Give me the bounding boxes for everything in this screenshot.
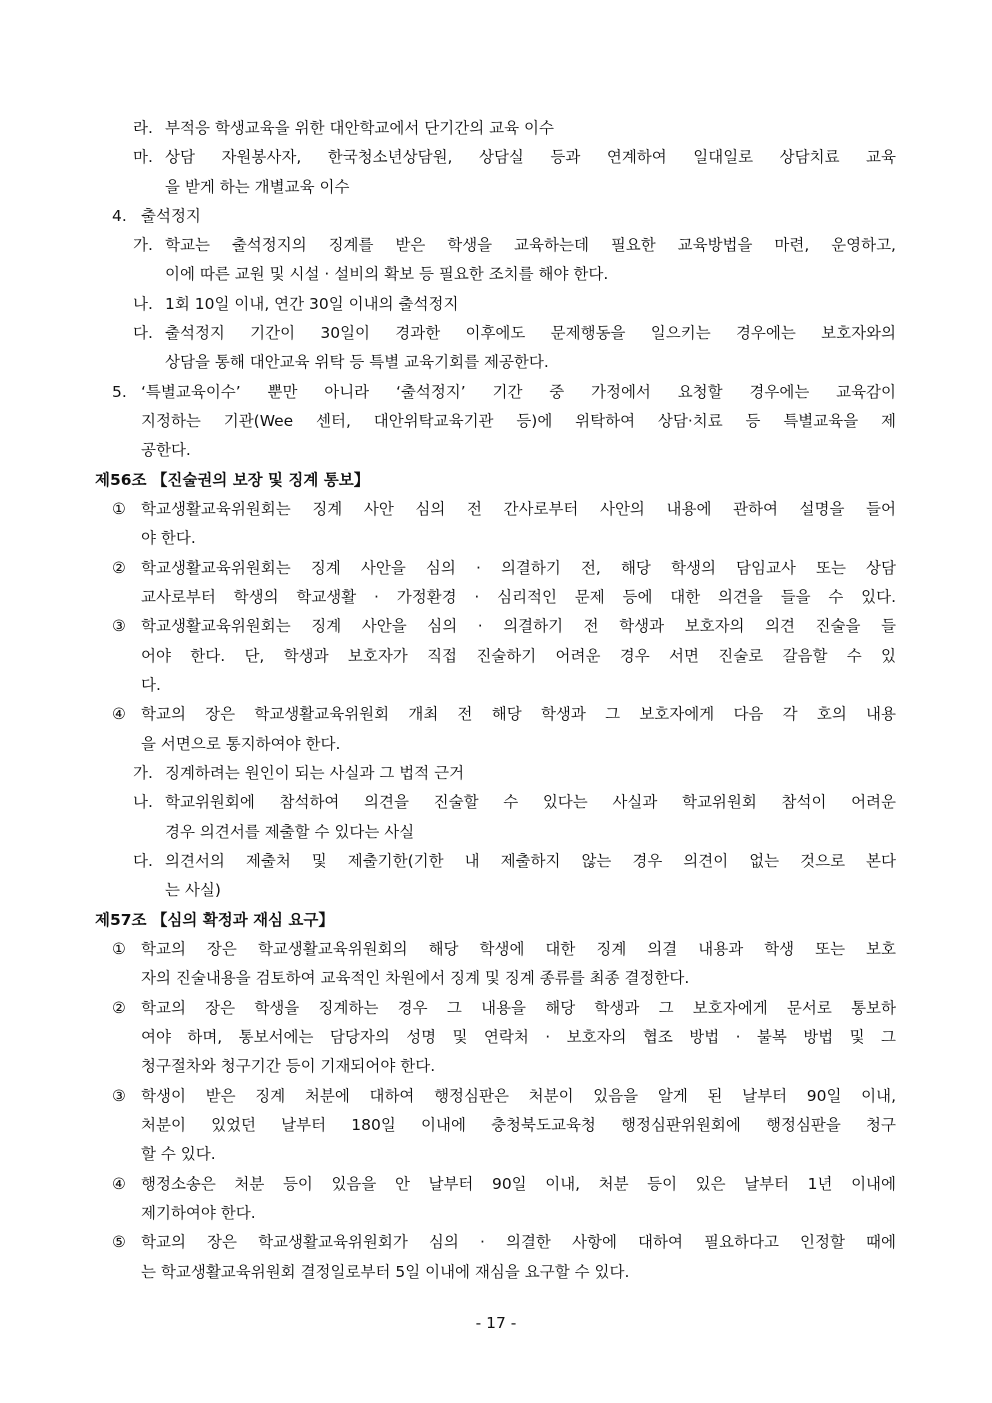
clause-1 [0, 498, 992, 520]
item-marker: 가. [133, 764, 153, 782]
clause-marker: ① [112, 940, 126, 958]
item-marker: 마. [133, 148, 153, 166]
item-ga [0, 234, 992, 256]
clause-marker: ④ [112, 1175, 126, 1193]
clause-marker: ② [112, 999, 126, 1017]
clause-2-cont [0, 586, 992, 608]
clause-1-cont [0, 967, 992, 989]
item-marker: 라. [133, 119, 153, 137]
clause-text: 학교생활교육위원회는 징계 사안을 심의 · 의결하기 전 학생과 보호자의 의견 진술을 들 [141, 617, 896, 635]
subitem-da [0, 850, 992, 872]
item-na [0, 293, 992, 315]
clause-text: 학교의 장은 학교생활교육위원회가 심의 · 의결한 사항에 대하여 필요하다고 인정할 때에 [141, 1233, 896, 1251]
clause-text: 을 서면으로 통지하여야 한다. [141, 735, 341, 753]
clause-text: 다. [141, 676, 161, 694]
subitem-na [0, 791, 992, 813]
clause-2 [0, 997, 992, 1019]
item-da [0, 322, 992, 344]
clause-text: 행정소송은 처분 등이 있음을 안 날부터 90일 이내, 처분 등이 있은 날부터 1년 이내에 [141, 1175, 896, 1193]
clause-text: 교사로부터 학생의 학교생활 · 가정환경 · 심리적인 문제 등에 대한 의견을 들을 수 있다. [141, 588, 896, 606]
item-text: 상담을 통해 대안교육 위탁 등 특별 교육기회를 제공한다. [165, 353, 549, 371]
item-marker: 나. [133, 295, 153, 313]
item-text: 부적응 학생교육을 위한 대안학교에서 단기간의 교육 이수 [165, 119, 554, 137]
clause-3-cont [0, 1114, 992, 1136]
clause-1-cont [0, 527, 992, 549]
clause-2 [0, 557, 992, 579]
clause-3-cont [0, 645, 992, 667]
clause-2-cont [0, 1026, 992, 1048]
clause-marker: ③ [112, 617, 126, 635]
clause-marker: ④ [112, 705, 126, 723]
clause-4 [0, 703, 992, 725]
clause-text: 어야 한다. 단, 학생과 보호자가 직접 진술하기 어려운 경우 서면 진술로 갈음할 수 있 [141, 647, 896, 665]
clause-text: 제기하여야 한다. [141, 1204, 256, 1222]
item-da-cont [0, 351, 992, 373]
clause-text: 여야 하며, 통보서에는 담당자의 성명 및 연락처 · 보호자의 협조 방법 · 불복 방법 및 그 [141, 1028, 896, 1046]
item-5 [0, 381, 992, 403]
subitem-na-cont [0, 821, 992, 843]
item-text: 출석정지 기간이 30일이 경과한 이후에도 문제행동을 일으키는 경우에는 보호자와의 [165, 324, 896, 342]
item-marker: 다. [133, 852, 153, 870]
article-56-heading [0, 469, 992, 491]
item-5-cont [0, 439, 992, 461]
clause-text: 자의 진술내용을 검토하여 교육적인 차원에서 징계 및 징계 종류를 최종 결정한다. [141, 969, 690, 987]
item-5-cont [0, 410, 992, 432]
clause-text: 학교의 장은 학생을 징계하는 경우 그 내용을 해당 학생과 그 보호자에게 문서로 통보하 [141, 999, 896, 1017]
clause-text: 할 수 있다. [141, 1145, 216, 1163]
clause-text: 학교생활교육위원회는 징계 사안을 심의 · 의결하기 전, 해당 학생의 담임교사 또는 상담 [141, 559, 896, 577]
page-number: - 17 - [475, 1314, 517, 1332]
clause-text: 학교생활교육위원회는 징계 사안 심의 전 간사로부터 사안의 내용에 관하여 설명을 들어 [141, 500, 896, 518]
clause-5 [0, 1231, 992, 1253]
subitem-ga [0, 762, 992, 784]
item-marker: 5. [112, 383, 127, 401]
item-text: 경우 의견서를 제출할 수 있다는 사실 [165, 823, 415, 841]
item-4 [0, 205, 992, 227]
clause-4 [0, 1173, 992, 1195]
subitem-da-cont [0, 879, 992, 901]
clause-2-cont [0, 1055, 992, 1077]
clause-3-cont [0, 674, 992, 696]
item-ga-cont [0, 263, 992, 285]
item-text: 징계하려는 원인이 되는 사실과 그 법적 근거 [165, 764, 465, 782]
clause-marker: ① [112, 500, 126, 518]
clause-text: 처분이 있었던 날부터 180일 이내에 충청북도교육청 행정심판위원회에 행정심판을 청구 [141, 1116, 896, 1134]
clause-5-cont [0, 1261, 992, 1283]
clause-1 [0, 938, 992, 960]
item-marker: 나. [133, 793, 153, 811]
clause-text: 청구절차와 청구기간 등이 기재되어야 한다. [141, 1057, 436, 1075]
clause-text: 는 학교생활교육위원회 결정일로부터 5일 이내에 재심을 요구할 수 있다. [141, 1263, 630, 1281]
item-ra [0, 117, 992, 139]
item-text: 는 사실) [165, 881, 221, 899]
item-marker: 가. [133, 236, 153, 254]
item-text: 상담 자원봉사자, 한국청소년상담원, 상담실 등과 연계하여 일대일로 상담치료 교육 [165, 148, 896, 166]
item-marker: 4. [112, 207, 127, 225]
item-text: 출석정지 [141, 207, 201, 225]
clause-text: 야 한다. [141, 529, 196, 547]
article-title: 제56조 【진술권의 보장 및 징계 통보】 [95, 471, 370, 489]
clause-3 [0, 615, 992, 637]
clause-4-cont [0, 1202, 992, 1224]
article-57-heading [0, 909, 992, 931]
clause-4-cont [0, 733, 992, 755]
clause-marker: ⑤ [112, 1233, 126, 1251]
item-text: 을 받게 하는 개별교육 이수 [165, 178, 350, 196]
item-text: 의견서의 제출처 및 제출기한(기한 내 제출하지 않는 경우 의견이 없는 것으로 본다 [165, 852, 896, 870]
item-text: 공한다. [141, 441, 191, 459]
item-text: 이에 따른 교원 및 시설 · 설비의 확보 등 필요한 조치를 해야 한다. [165, 265, 609, 283]
clause-3 [0, 1085, 992, 1107]
clause-text: 학교의 장은 학교생활교육위원회 개최 전 해당 학생과 그 보호자에게 다음 각 호의 내용 [141, 705, 896, 723]
item-marker: 다. [133, 324, 153, 342]
item-text: 1회 10일 이내, 연간 30일 이내의 출석정지 [165, 295, 459, 313]
item-text: 지정하는 기관(Wee 센터, 대안위탁교육기관 등)에 위탁하여 상담·치료 등 특별교육을 제 [141, 412, 896, 430]
item-text: 학교는 출석정지의 징계를 받은 학생을 교육하는데 필요한 교육방법을 마련, 운영하고, [165, 236, 896, 254]
item-text: ‘특별교육이수’ 뿐만 아니라 ‘출석정지’ 기간 중 가정에서 요청할 경우에는 교육감이 [141, 383, 896, 401]
item-ma-cont [0, 176, 992, 198]
item-ma [0, 146, 992, 168]
clause-3-cont [0, 1143, 992, 1165]
clause-marker: ③ [112, 1087, 126, 1105]
clause-text: 학생이 받은 징계 처분에 대하여 행정심판은 처분이 있음을 알게 된 날부터 90일 이내, [141, 1087, 896, 1105]
clause-marker: ② [112, 559, 126, 577]
item-text: 학교위원회에 참석하여 의견을 진술할 수 있다는 사실과 학교위원회 참석이 어려운 [165, 793, 896, 811]
article-title: 제57조 【심의 확정과 재심 요구】 [95, 911, 334, 929]
clause-text: 학교의 장은 학교생활교육위원회의 해당 학생에 대한 징계 의결 내용과 학생 또는 보호 [141, 940, 896, 958]
